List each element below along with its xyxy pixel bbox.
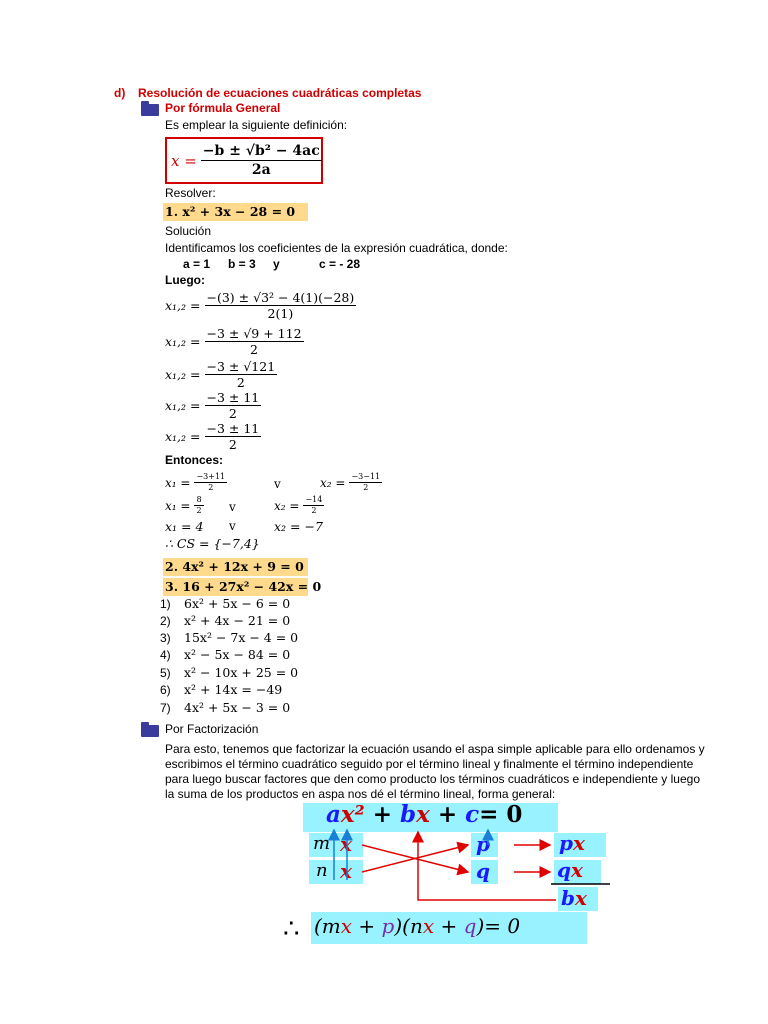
step-lhs: x₁,₂ =	[165, 429, 201, 444]
exercise-number: 1)	[160, 597, 171, 611]
factorization-paragraph-line: la suma de los productos en aspa nos dé el término lineal, forma general:	[165, 787, 556, 801]
exercise-equation: x² − 5x − 84 = 0	[184, 647, 291, 662]
x-squared-symbol: x²	[340, 801, 365, 828]
exercise-equation: x² + 4x − 21 = 0	[184, 613, 291, 628]
step-num: −(3) ± √3² − 4(1)(−28)	[206, 290, 355, 305]
step-num: −3 ± √9 + 112	[206, 326, 302, 341]
step-lhs: x₁,₂ =	[165, 398, 201, 413]
exercise-equation: 6x² + 5x − 6 = 0	[184, 596, 291, 611]
plus-symbol: +	[372, 801, 392, 828]
coef-y: y	[273, 257, 280, 271]
x1-lhs: x₁ =	[165, 498, 191, 513]
step-lhs: x₁,₂ =	[165, 298, 201, 313]
formula-intro: Es emplear la siguiente definición:	[165, 118, 348, 132]
exercise-number: 7)	[160, 701, 171, 715]
exercise-number: 2)	[160, 614, 171, 628]
exercise-number: 6)	[160, 683, 171, 697]
coef-b-symbol: b	[400, 801, 417, 828]
x2b-den: 2	[311, 506, 317, 515]
x2-lhs: x₂ =	[274, 498, 300, 513]
coef-a: a = 1	[183, 257, 211, 271]
x2-num: −3−11	[351, 472, 381, 481]
x1b-den: 2	[196, 506, 202, 515]
formula-lhs: x =	[171, 151, 197, 170]
factored-result: (mx + p)(nx + q)= 0	[314, 914, 521, 938]
exercise-number: 4)	[160, 648, 171, 662]
x-symbol: x	[340, 832, 352, 856]
equals-zero: = 0	[479, 801, 523, 828]
or-symbol: v	[229, 500, 236, 514]
step-den: 2	[228, 437, 237, 452]
arrow-bx-loop	[418, 832, 556, 900]
x1b-num: 8	[196, 495, 202, 504]
step-num: −3 ± 11	[206, 390, 260, 405]
subsection-title-formula: Por fórmula General	[165, 101, 281, 115]
exercise-equation: x² − 10x + 25 = 0	[184, 665, 299, 680]
identify-text: Identificamos los coeficientes de la expresión cuadrática, donde:	[165, 241, 508, 255]
exercise-equation: 15x² − 7x − 4 = 0	[184, 630, 299, 645]
step-den: 2(1)	[267, 306, 294, 321]
example-2-equation: 2. 4x² + 12x + 9 = 0	[163, 558, 308, 576]
therefore-symbol: ∴	[283, 914, 300, 944]
section-title: Resolución de ecuaciones cuadráticas completas	[138, 86, 422, 100]
step-den: 2	[228, 406, 237, 421]
formula-denominator: 2a	[251, 162, 271, 178]
root-x1-final: x₁ = 4	[165, 519, 204, 534]
px-term: px	[559, 831, 585, 855]
or-symbol: v	[274, 477, 281, 491]
step-lhs: x₁,₂ =	[165, 334, 201, 349]
solucion-label: Solución	[165, 224, 212, 238]
coef-c: c = - 28	[319, 257, 361, 271]
step-den: 2	[236, 375, 245, 390]
entonces-label: Entonces:	[165, 453, 224, 467]
bx-term: bx	[561, 886, 587, 910]
exercise-number: 3)	[160, 631, 171, 645]
step-lhs: x₁,₂ =	[165, 367, 201, 382]
example-1-equation: 1. x² + 3x − 28 = 0	[163, 203, 308, 221]
m-symbol: m	[313, 833, 331, 854]
x-symbol: x	[340, 859, 352, 883]
x1-num: −3+11	[196, 472, 226, 481]
coef-a-symbol: a	[326, 801, 341, 828]
qx-term: qx	[557, 858, 583, 882]
exercise-equation: 4x² + 5x − 3 = 0	[184, 700, 291, 715]
step-num: −3 ± 11	[206, 421, 260, 436]
factorization-paragraph-line: Para esto, tenemos que factorizar la ecuación usando el aspa simple aplicable para ello ordenamos y	[165, 742, 705, 756]
x2-den: 2	[363, 483, 369, 492]
exercise-number: 5)	[160, 666, 171, 680]
or-symbol: v	[229, 519, 236, 533]
luego-label: Luego:	[165, 273, 205, 287]
step-num: −3 ± √121	[206, 359, 276, 374]
x1-lhs: x₁ =	[165, 475, 191, 490]
p-symbol: p	[476, 832, 490, 856]
x1-den: 2	[208, 483, 214, 492]
x-symbol: x	[416, 801, 430, 828]
x2b-num: −14	[305, 495, 323, 504]
subsection-title-factorization: Por Factorización	[165, 722, 259, 736]
n-symbol: n	[316, 860, 328, 881]
section-letter: d)	[114, 86, 126, 100]
example-3-equation: 3. 16 + 27x² − 42x = 0	[165, 579, 322, 594]
x2-lhs: x₂ =	[320, 475, 346, 490]
coef-b: b = 3	[228, 257, 256, 271]
solution-set: ∴ CS = {−7,4}	[165, 536, 260, 551]
exercise-equation: x² + 14x = −49	[184, 682, 283, 697]
factorization-paragraph-line: escribimos el término cuadrático seguido por el término lineal y finalmente el término independiente	[165, 757, 694, 771]
q-symbol: q	[476, 859, 490, 883]
plus-symbol: +	[437, 801, 458, 828]
formula-numerator: −b ± √b² − 4ac	[202, 143, 320, 159]
resolver-label: Resolver:	[165, 186, 216, 200]
factorization-paragraph-line: para luego buscar factores que den como producto los términos cuadráticos e independiente y luego	[165, 772, 701, 786]
step-den: 2	[250, 342, 258, 357]
coef-c-symbol: c	[465, 801, 480, 828]
root-x2-final: x₂ = −7	[274, 519, 323, 534]
